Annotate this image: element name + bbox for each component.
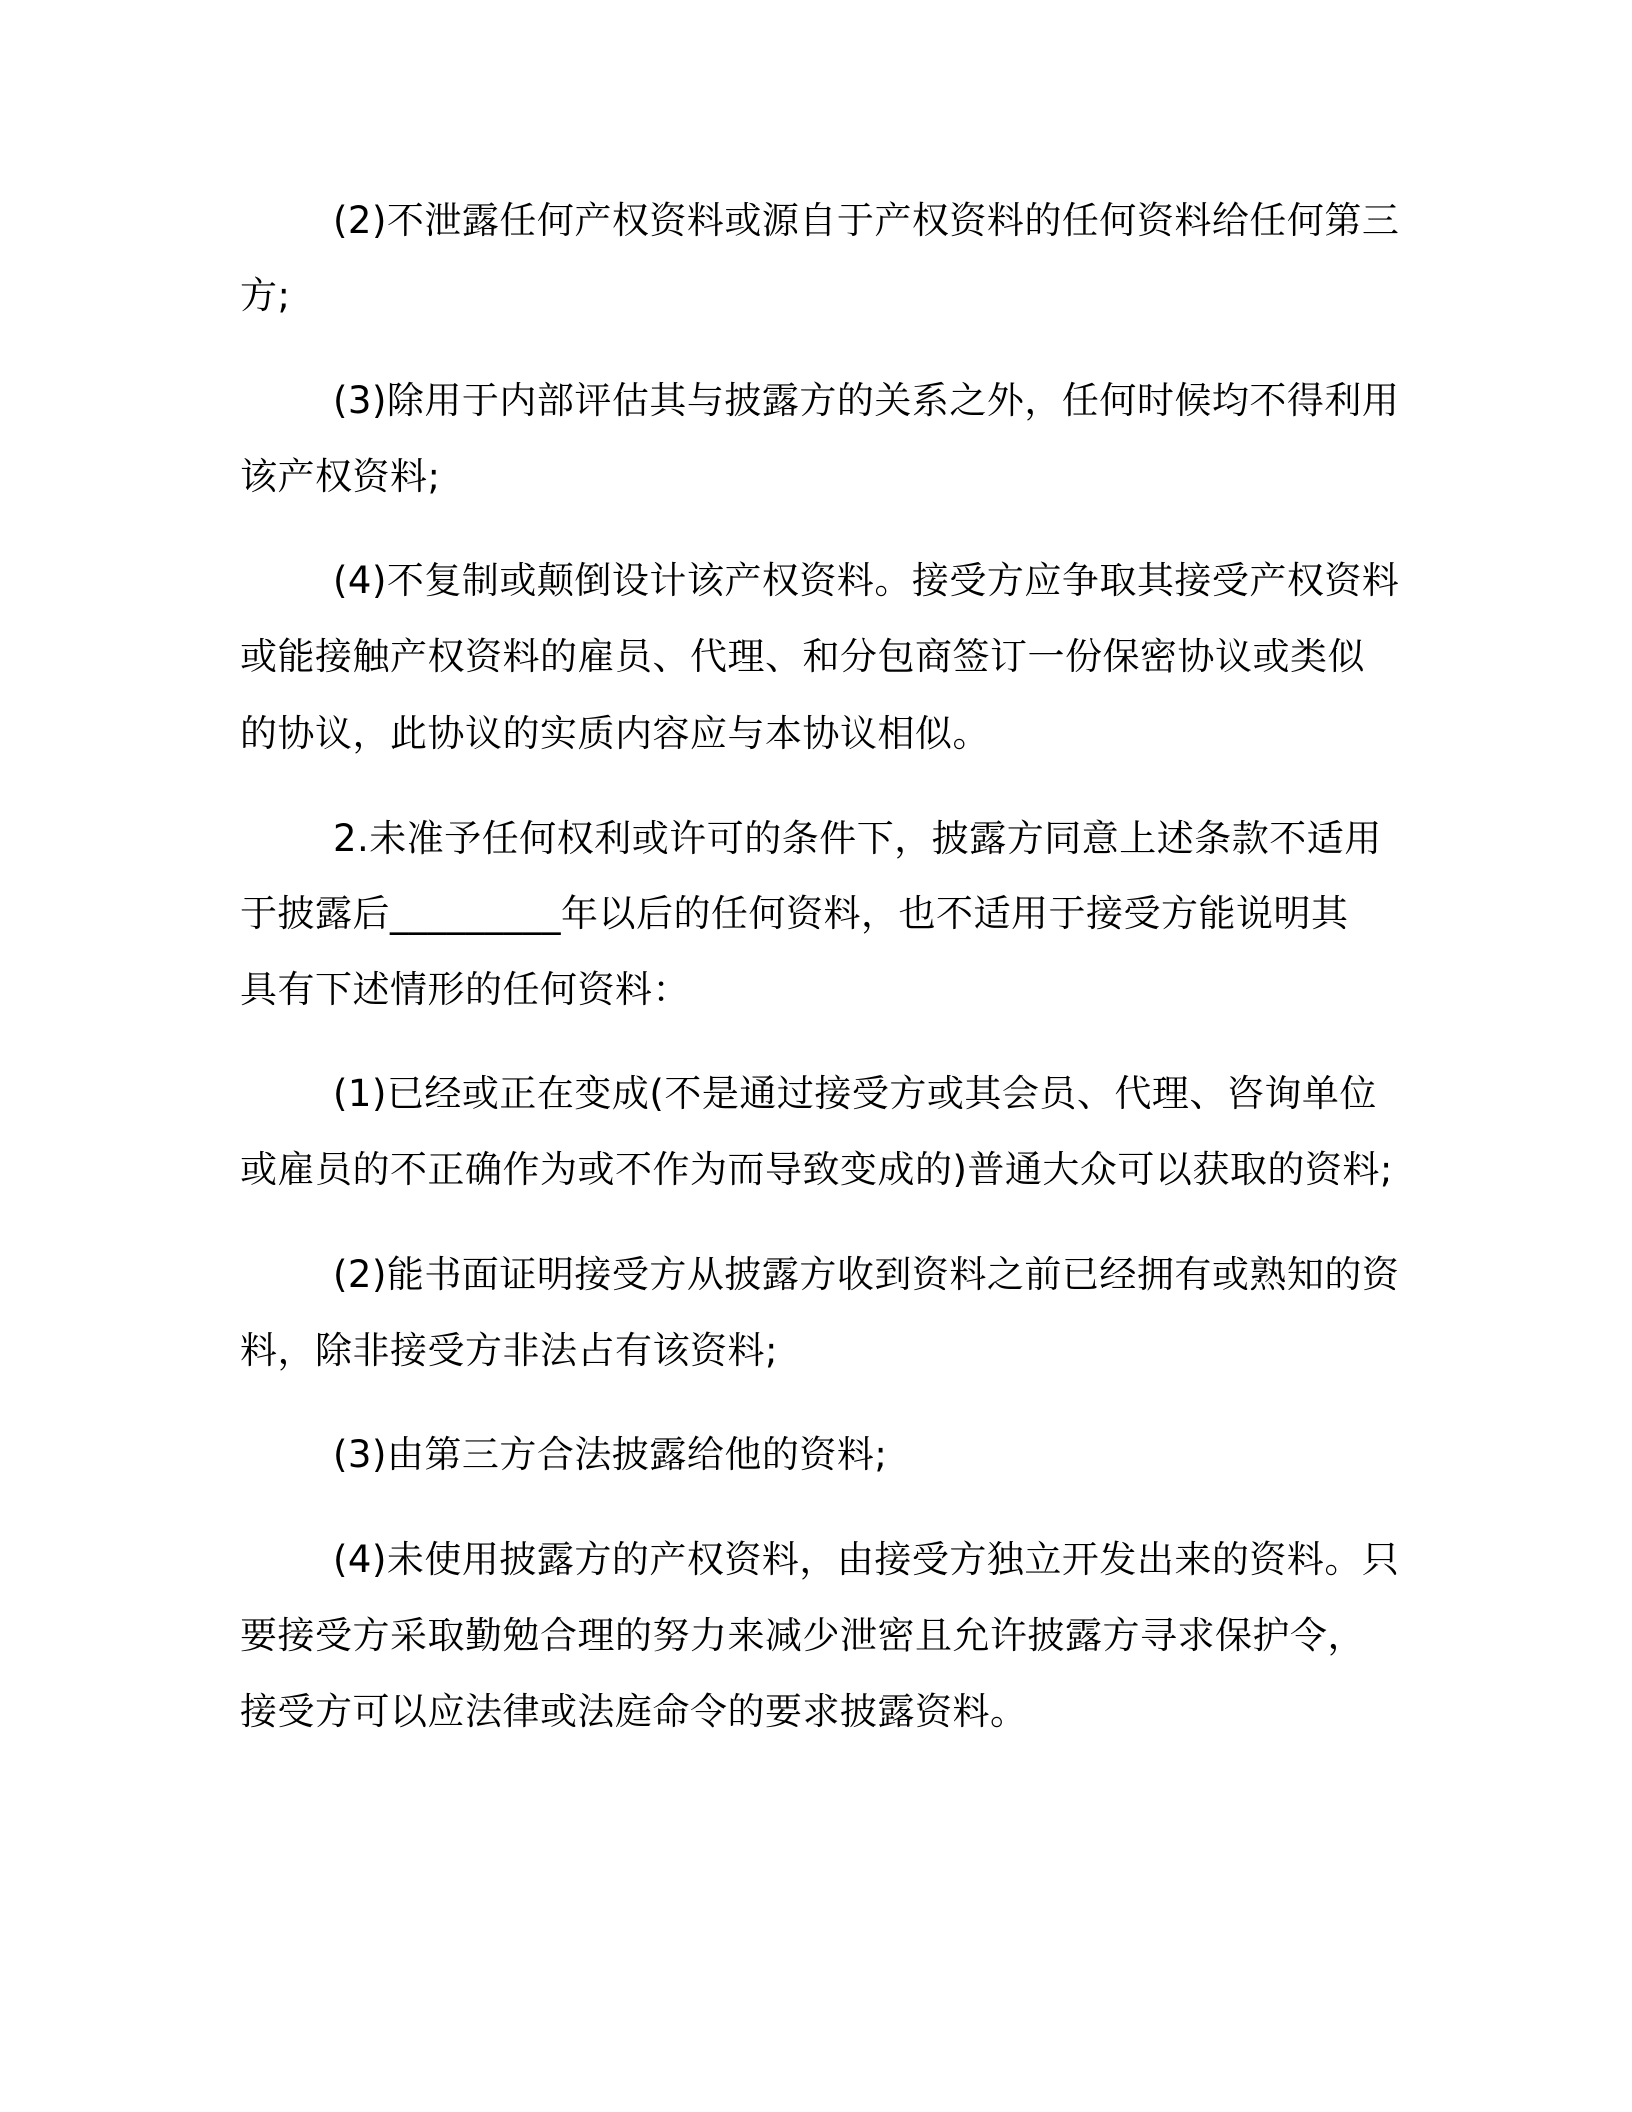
text-line: 于披露后_________年以后的任何资料，也不适用于接受方能说明其 [240,892,1349,935]
text-line: (4)不复制或颠倒设计该产权资料。接受方应争取其接受产权资料 [333,559,1400,602]
text-line: 要接受方采取勤勉合理的努力来减少泄密且允许披露方寻求保护令， [240,1614,1365,1657]
text-line: 的协议，此协议的实质内容应与本协议相似。 [240,712,990,755]
text-line: 该产权资料; [240,455,441,498]
text-line: (1)已经或正在变成(不是通过接受方或其会员、代理、咨询单位 [333,1072,1377,1115]
text-line: 2.未准予任何权利或许可的条件下，披露方同意上述条款不适用 [333,817,1382,860]
text-line: 接受方可以应法律或法庭命令的要求披露资料。 [240,1690,1028,1733]
text-line: 料，除非接受方非法占有该资料; [240,1329,778,1372]
text-line: (2)能书面证明接受方从披露方收到资料之前已经拥有或熟知的资 [333,1253,1400,1296]
text-line: (3)除用于内部评估其与披露方的关系之外，任何时候均不得利用 [333,379,1400,422]
text-line: 或雇员的不正确作为或不作为而导致变成的)普通大众可以获取的资料; [240,1148,1393,1191]
text-line: 方; [240,274,291,317]
text-line: (4)未使用披露方的产权资料，由接受方独立开发出来的资料。只 [333,1538,1400,1581]
text-line: 具有下述情形的任何资料： [240,968,690,1011]
text-line: (3)由第三方合法披露给他的资料; [333,1433,888,1476]
text-line: 或能接触产权资料的雇员、代理、和分包商签订一份保密协议或类似 [240,635,1365,678]
text-line: (2)不泄露任何产权资料或源自于产权资料的任何资料给任何第三 [333,199,1400,242]
